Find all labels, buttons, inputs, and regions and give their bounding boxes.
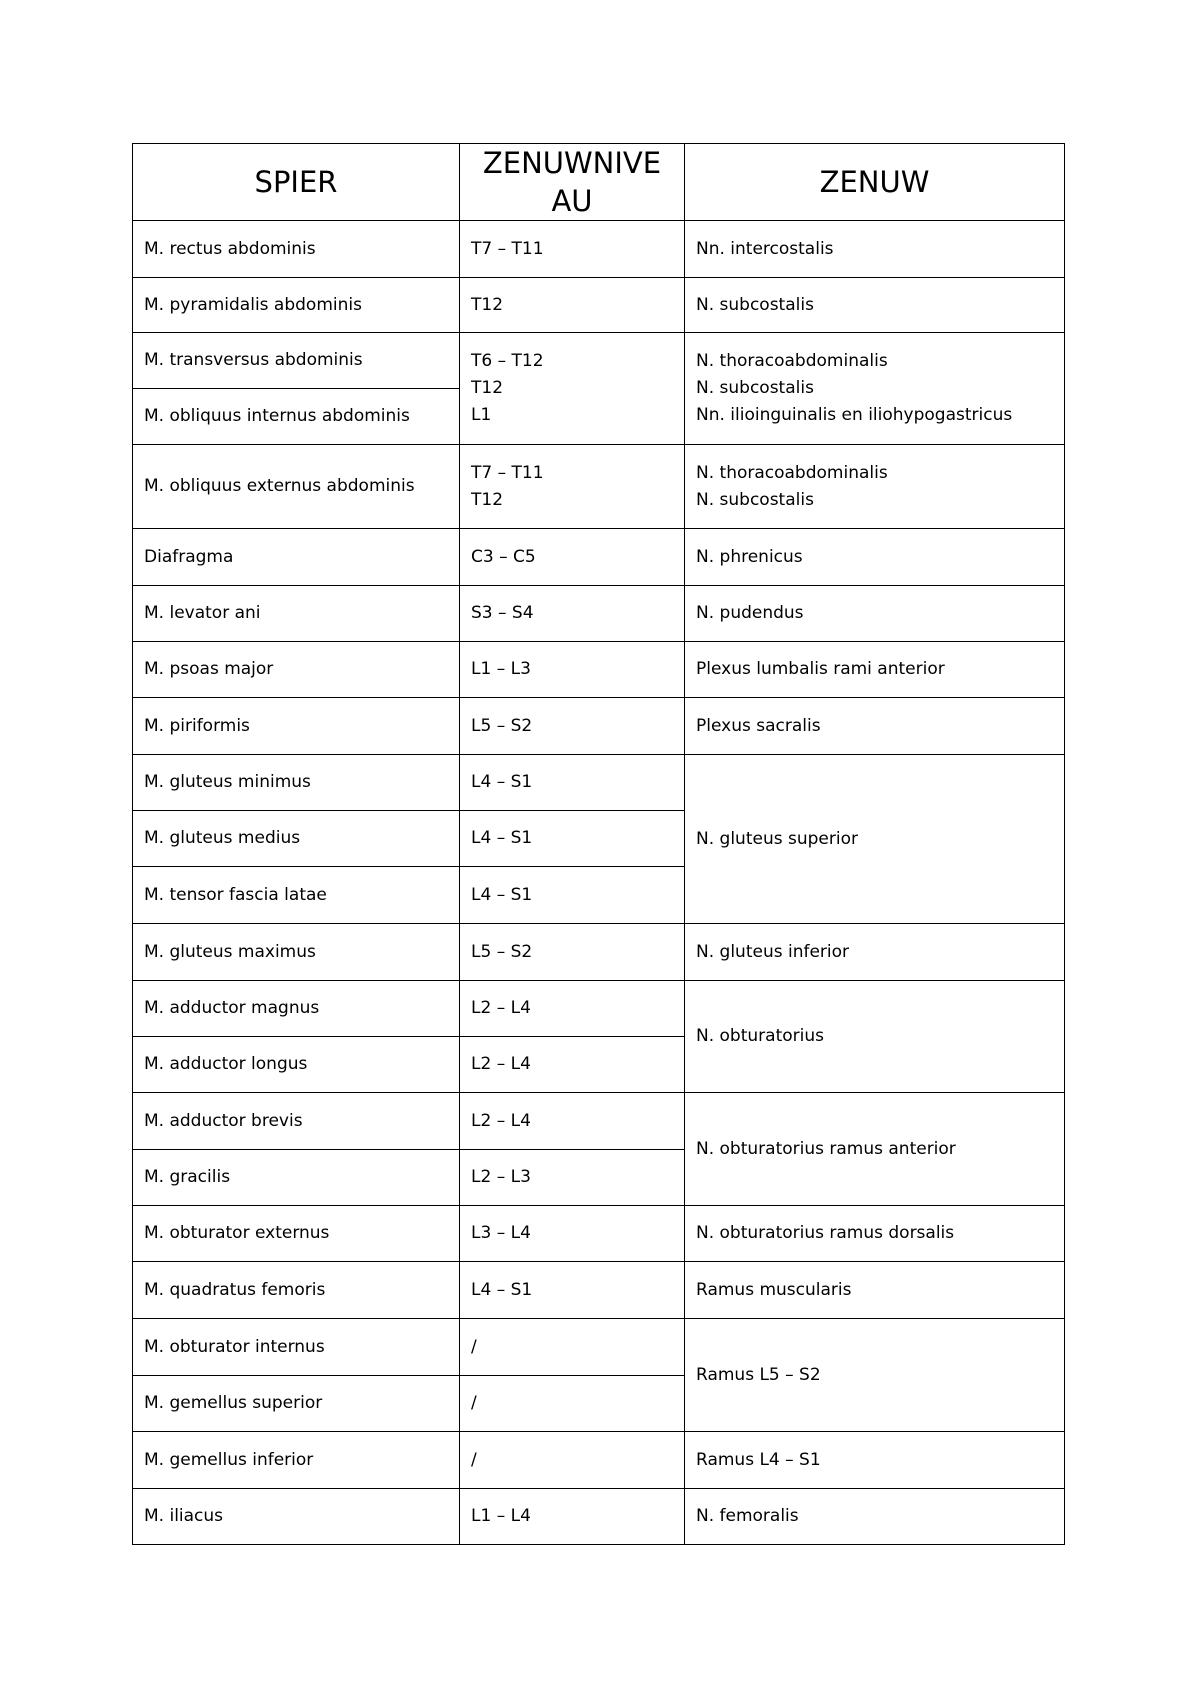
muscle-nerve-table (132, 143, 1065, 1545)
muscle-cell: M. obliquus internus abdominis (133, 389, 460, 445)
muscle-cell: M. gemellus inferior (133, 1432, 460, 1489)
table-row (133, 1093, 1065, 1150)
level-cell: T7 – T11 T12 (460, 445, 685, 529)
muscle-cell: M. gluteus medius (133, 811, 460, 867)
muscle-cell: M. quadratus femoris (133, 1262, 460, 1319)
muscle-cell: M. piriformis (133, 698, 460, 755)
muscle-cell: M. iliacus (133, 1489, 460, 1545)
nerve-cell: Ramus L5 – S2 (685, 1319, 1065, 1432)
level-cell: T6 – T12 T12 L1 (460, 333, 685, 445)
table-row (133, 1489, 1065, 1545)
table-row (133, 981, 1065, 1037)
table-row (133, 221, 1065, 278)
table-row (133, 333, 1065, 389)
muscle-cell: M. adductor longus (133, 1037, 460, 1093)
nerve-cell: N. obturatorius (685, 981, 1065, 1093)
level-cell: L4 – S1 (460, 867, 685, 924)
level-cell: T12 (460, 278, 685, 333)
muscle-cell: Diafragma (133, 529, 460, 586)
level-cell: S3 – S4 (460, 586, 685, 642)
level-cell: L2 – L3 (460, 1150, 685, 1206)
level-cell: C3 – C5 (460, 529, 685, 586)
header-spier: SPIER (133, 144, 460, 221)
header-zenuwniveau: ZENUWNIVE AU (460, 144, 685, 221)
level-cell: L1 – L4 (460, 1489, 685, 1545)
nerve-cell: Ramus muscularis (685, 1262, 1065, 1319)
level-cell: T7 – T11 (460, 221, 685, 278)
table-row (133, 445, 1065, 529)
nerve-cell: N. gluteus superior (685, 755, 1065, 924)
table-row (133, 278, 1065, 333)
nerve-cell: N. obturatorius ramus anterior (685, 1093, 1065, 1206)
muscle-cell: M. tensor fascia latae (133, 867, 460, 924)
nerve-cell: N. thoracoabdominalis N. subcostalis Nn. ilioinguinalis en iliohypogastricus (685, 333, 1065, 445)
level-cell: L4 – S1 (460, 811, 685, 867)
table-row (133, 586, 1065, 642)
level-cell: L1 – L3 (460, 642, 685, 698)
nerve-cell: Nn. intercostalis (685, 221, 1065, 278)
level-cell: L2 – L4 (460, 1093, 685, 1150)
table-row (133, 924, 1065, 981)
nerve-cell: N. pudendus (685, 586, 1065, 642)
muscle-cell: M. gemellus superior (133, 1376, 460, 1432)
table-row (133, 642, 1065, 698)
muscle-cell: M. levator ani (133, 586, 460, 642)
level-cell: L5 – S2 (460, 698, 685, 755)
muscle-cell: M. gluteus minimus (133, 755, 460, 811)
muscle-cell: M. adductor brevis (133, 1093, 460, 1150)
level-cell: L2 – L4 (460, 981, 685, 1037)
table-row (133, 1262, 1065, 1319)
muscle-cell: M. adductor magnus (133, 981, 460, 1037)
header-zenuw: ZENUW (685, 144, 1065, 221)
table-row (133, 1319, 1065, 1376)
table-row (133, 529, 1065, 586)
nerve-cell: N. phrenicus (685, 529, 1065, 586)
muscle-cell: M. pyramidalis abdominis (133, 278, 460, 333)
table-header-row (133, 144, 1065, 221)
nerve-cell: Plexus lumbalis rami anterior (685, 642, 1065, 698)
muscle-cell: M. obliquus externus abdominis (133, 445, 460, 529)
level-cell: L3 – L4 (460, 1206, 685, 1262)
muscle-cell: M. obturator internus (133, 1319, 460, 1376)
muscle-cell: M. obturator externus (133, 1206, 460, 1262)
level-cell: L4 – S1 (460, 1262, 685, 1319)
level-cell: / (460, 1432, 685, 1489)
table-row (133, 1206, 1065, 1262)
table-row (133, 698, 1065, 755)
nerve-cell: N. thoracoabdominalis N. subcostalis (685, 445, 1065, 529)
nerve-cell: N. gluteus inferior (685, 924, 1065, 981)
level-cell: / (460, 1319, 685, 1376)
muscle-cell: M. gracilis (133, 1150, 460, 1206)
level-cell: L5 – S2 (460, 924, 685, 981)
muscle-cell: M. psoas major (133, 642, 460, 698)
nerve-cell: Ramus L4 – S1 (685, 1432, 1065, 1489)
muscle-cell: M. transversus abdominis (133, 333, 460, 389)
nerve-cell: N. femoralis (685, 1489, 1065, 1545)
muscle-cell: M. rectus abdominis (133, 221, 460, 278)
table-row (133, 755, 1065, 811)
nerve-cell: Plexus sacralis (685, 698, 1065, 755)
level-cell: L2 – L4 (460, 1037, 685, 1093)
muscle-cell: M. gluteus maximus (133, 924, 460, 981)
nerve-cell: N. subcostalis (685, 278, 1065, 333)
level-cell: / (460, 1376, 685, 1432)
level-cell: L4 – S1 (460, 755, 685, 811)
table-row (133, 1432, 1065, 1489)
nerve-cell: N. obturatorius ramus dorsalis (685, 1206, 1065, 1262)
